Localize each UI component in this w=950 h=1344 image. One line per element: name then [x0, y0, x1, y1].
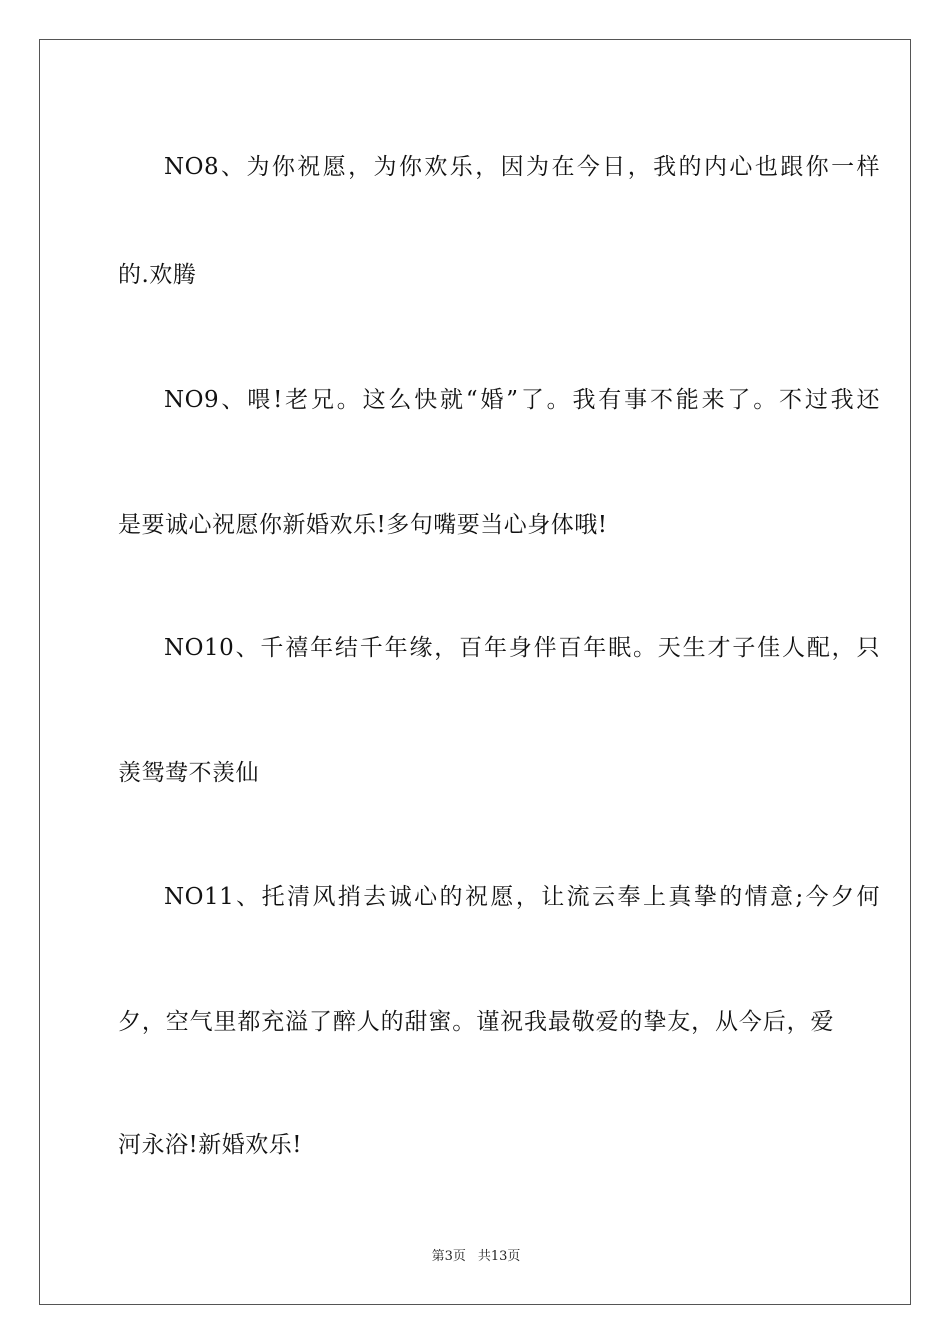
paragraph-no10-line-2: 羡鸳鸯不羡仙	[118, 760, 259, 786]
paragraph-no8-line-2: 的.欢腾	[118, 262, 197, 288]
paragraph-no11-line-1: NO11、托清风捎去诚心的祝愿，让流云奉上真挚的情意;今夕何	[164, 884, 880, 910]
page-frame	[39, 39, 911, 1305]
paragraph-no9-line-1: NO9、喂!老兄。这么快就“婚”了。我有事不能来了。不过我还	[164, 387, 880, 413]
page-total: 共13页	[477, 1249, 521, 1264]
paragraph-no11-line-3: 河永浴!新婚欢乐!	[118, 1132, 302, 1158]
paragraph-no11-line-2: 夕，空气里都充溢了醉人的甜蜜。谨祝我最敬爱的挚友，从今后，爱	[118, 1009, 834, 1035]
page-number: 第3页	[431, 1249, 466, 1264]
page-footer	[40, 1245, 912, 1264]
paragraph-no8-line-1: NO8、为你祝愿，为你欢乐，因为在今日，我的内心也跟你一样	[164, 154, 880, 180]
paragraph-no10-line-1: NO10、千禧年结千年缘，百年身伴百年眠。天生才子佳人配，只	[164, 635, 880, 661]
paragraph-no9-line-2: 是要诚心祝愿你新婚欢乐!多句嘴要当心身体哦!	[118, 512, 608, 538]
